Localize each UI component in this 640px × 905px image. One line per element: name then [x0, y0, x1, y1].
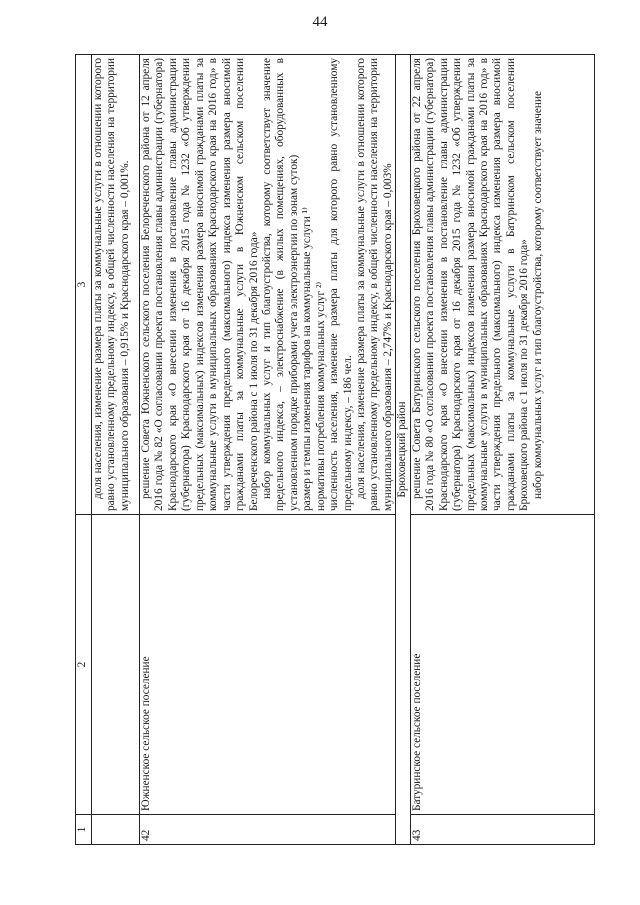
continuation-text-cell — [92, 55, 140, 515]
row-43-paragraph-services: набор коммунальных услуг и тип благоустройства, которому соответствует значение — [531, 90, 544, 499]
row-43-settlement: Батуринское сельское поселение — [410, 515, 594, 815]
continuation-settlement-cell — [92, 515, 140, 815]
row-42-paragraph-share: доля населения, изменение размера платы за коммунальные услуги в отношении которого равно установленному предельному индексу, в общей численности населения на территории муниципального образования – 2,747% и Краснодарского края – 0,003% — [355, 58, 394, 511]
row-43-text-cell — [410, 55, 594, 515]
row-42-paragraph-tariffs: размер и темпы изменения тарифов на коммунальные услуги ¹⁾ — [301, 207, 314, 511]
row-42-paragraph-services: набор коммунальных услуг и тип благоустройства, которому соответствует значение предельного индекса, – электроснабжение (в жилых помещениях, оборудованных в установленном порядке приборами учета электроэнергии по зонам суток) — [260, 58, 300, 511]
header-col-1: 1 — [76, 815, 92, 845]
row-42-settlement: Южненское сельское поселение — [140, 515, 396, 815]
rotated-table-wrapper — [75, 55, 595, 845]
district-row — [396, 55, 410, 845]
row-42-number: 42 — [140, 815, 396, 845]
row-42-paragraph-population: численность населения, изменение размера платы для которого равно установленному предельному индексу, – 186 чел. — [328, 58, 354, 511]
continuation-number-cell — [92, 815, 140, 845]
row-43-paragraph-decision: решение Совета Батуринского сельского поселения Брюховецкого района от 22 апреля 2016 года № 80 «О согласовании проекта постановления главы администрации (губернатора) Краснодарского края «О внесении изменения в постановление главы администрации (губернатора) Краснодарского края от 16 декабря 2015 года № 1232 «Об утверждении предельных (максимальных) индексов изменения размера вносимой гражданами платы за коммунальные услуги в муниципальных образованиях Краснодарского края на 2016 год» в части утверждения предельного (максимального) индекса изменения размера вносимой гражданами платы за коммунальные услуги в Батуринском сельском поселении Брюховецкого района с 1 июля по 31 декабря 2016 года» — [410, 58, 531, 511]
district-name: Брюховецкий район — [396, 55, 410, 845]
continuation-paragraph: доля населения, изменение размера платы за коммунальные услуги в отношении которого равно установленному предельному индексу, в общей численности населения на территории муниципального образования – 0,915% и Краснодарского края – 0,001%. — [92, 58, 131, 511]
row-42-paragraph-norms: нормативы потребления коммунальных услуг ²⁾ — [314, 281, 327, 511]
page-number: 44 — [312, 14, 328, 30]
data-table — [75, 54, 595, 845]
header-col-3: 3 — [76, 55, 92, 515]
row-43-number: 43 — [410, 815, 594, 845]
row-42-text-cell — [140, 55, 396, 515]
table-row-42 — [140, 55, 396, 845]
header-col-2: 2 — [76, 515, 92, 815]
table-row-43 — [410, 55, 594, 845]
row-42-paragraph-decision: решение Совета Южненского сельского поселения Белореченского района от 12 апреля 2016 года № 82 «О согласовании проекта постановления главы администрации (губернатора) Краснодарского края «О внесении изменения в постановление главы администрации (губернатора) Краснодарского края от 16 декабря 2015 года № 1232 «Об утверждении предельных (максимальных) индексов изменения размера вносимой гражданами платы за коммунальные услуги в муниципальных образованиях Краснодарского края на 2016 год» в части утверждения предельного (максимального) индекса изменения размера вносимой гражданами платы за коммунальные услуги в Южненском сельском поселении Белореченского района с 1 июля по 31 декабря 2016 года» — [140, 58, 260, 511]
table-row-continuation — [92, 55, 140, 845]
table-header-row — [76, 55, 92, 845]
